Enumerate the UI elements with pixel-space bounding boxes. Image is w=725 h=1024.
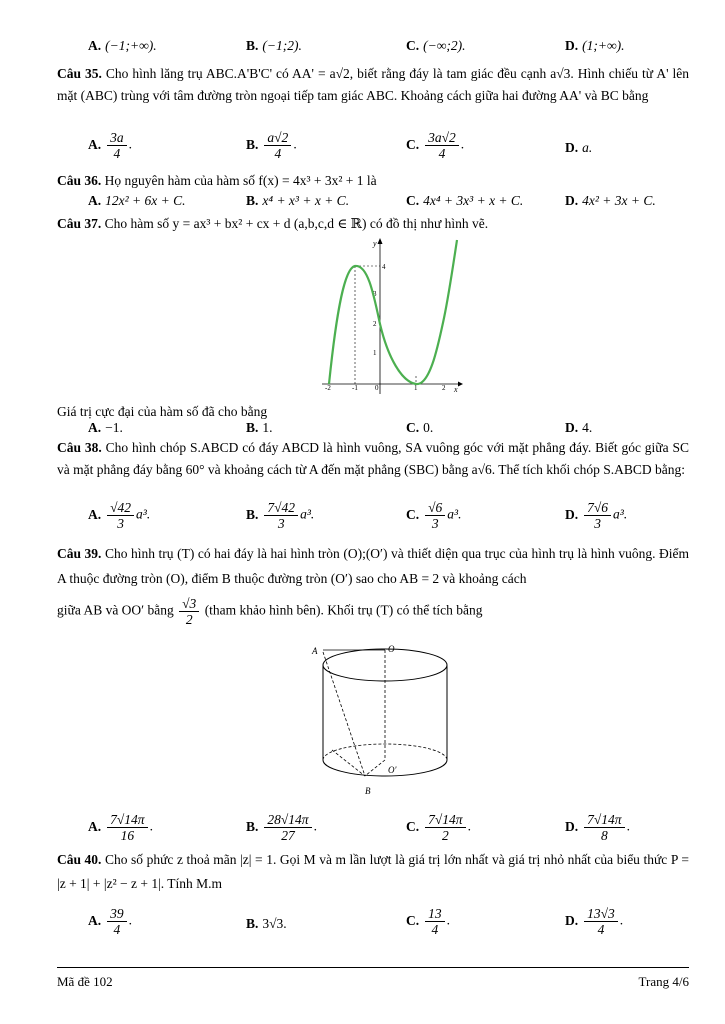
option-letter: A.: [88, 193, 102, 208]
option-text: 0.: [423, 420, 434, 435]
option-letter: D.: [565, 818, 579, 834]
chord: [332, 750, 365, 776]
fraction: $\frac{3a}{4}$: [107, 130, 127, 161]
q39-option-a: A. $\frac{7√14\pi}{16}$ .: [88, 812, 153, 843]
q34-option-a: [88, 38, 157, 54]
tick-label: 2: [442, 384, 446, 392]
q38-option-d: D. $\frac{7√6}{3}$ a³.: [565, 500, 628, 531]
option-letter: D.: [565, 38, 579, 53]
q40-option-a: A. $\frac{39}{4}$ .: [88, 906, 132, 937]
option-letter: C.: [406, 506, 420, 522]
tick-label: -1: [352, 384, 358, 392]
question-label: Câu 36.: [57, 173, 102, 188]
fraction: $\frac{3a√2}{4}$: [425, 130, 459, 161]
tick-label: 2: [373, 320, 377, 328]
q38-option-a: A. $\frac{√42}{3}$ a³.: [88, 500, 151, 531]
fraction: $\frac{7√14\pi}{8}$: [584, 812, 624, 843]
q39-option-c: C. $\frac{7√14\pi}{2}$ .: [406, 812, 471, 843]
bottom-ellipse-front: [323, 760, 447, 776]
question-label: Câu 38.: [57, 440, 102, 455]
option-letter: D.: [565, 420, 579, 435]
option-letter: C.: [406, 912, 420, 928]
option-text: 4x² + 3x + C.: [582, 193, 656, 208]
option-text: x⁴ + x³ + x + C.: [262, 193, 350, 208]
y-label: y: [373, 239, 377, 248]
q40-option-b: [246, 916, 287, 932]
option-letter: D.: [565, 912, 579, 928]
option-letter: A.: [88, 506, 102, 522]
tick-label: 3: [373, 290, 377, 298]
q38-option-c: C. $\frac{√6}{3}$ a³.: [406, 500, 462, 531]
fraction: $\frac{√3}{2}$: [179, 596, 199, 627]
fraction: $\frac{7√14\pi}{16}$: [107, 812, 147, 843]
question-label: Câu 39.: [57, 546, 102, 561]
point-label-oprime: O': [388, 765, 397, 775]
page-number: Trang 4/6: [638, 974, 689, 989]
option-text: (−1;2).: [262, 38, 302, 53]
option-text: 12x² + 6x + C.: [105, 193, 186, 208]
fraction: $\frac{28√14\pi}{27}$: [264, 812, 311, 843]
option-text: (1;+∞).: [582, 38, 625, 53]
q37-option-b: [246, 420, 273, 436]
question-36: [57, 170, 689, 192]
question-label: Câu 35.: [57, 66, 102, 81]
option-text: a.: [582, 140, 593, 155]
question-text: Cho số phức z thoả mãn |z| = 1. Gọi M và m lần lượt là giá trị lớn nhất và giá trị nhỏ nhất của biểu thức P = |z + 1| + |z² − z + 1|. Tính M.m: [57, 852, 690, 891]
tick-label: 1: [414, 384, 418, 392]
point-label-a: A: [312, 646, 318, 656]
y-axis-arrow: [378, 238, 383, 244]
cubic-curve: [329, 240, 457, 384]
option-letter: C.: [406, 420, 420, 435]
option-letter: B.: [246, 38, 259, 53]
q34-option-d: [565, 38, 624, 54]
option-letter: D.: [565, 193, 579, 208]
q37-option-a: [88, 420, 123, 436]
x-label: x: [454, 385, 458, 394]
option-letter: B.: [246, 136, 259, 152]
option-letter: A.: [88, 912, 102, 928]
fraction: $\frac{√42}{3}$: [107, 500, 134, 531]
option-letter: C.: [406, 38, 420, 53]
option-letter: A.: [88, 420, 102, 435]
option-letter: A.: [88, 818, 102, 834]
exam-code: Mã đề 102: [57, 974, 113, 989]
option-letter: B.: [246, 506, 259, 522]
option-letter: B.: [246, 193, 259, 208]
tick-label: 1: [373, 349, 377, 357]
fraction: $\frac{7√14\pi}{2}$: [425, 812, 465, 843]
fraction: $\frac{7√6}{3}$: [584, 500, 611, 531]
q40-option-c: C. $\frac{13}{4}$ .: [406, 906, 450, 937]
q34-option-c: [406, 38, 465, 54]
q38-option-b: B. $\frac{7√42}{3}$ a³.: [246, 500, 315, 531]
q37-option-c: [406, 420, 433, 436]
point-label-o: O: [388, 644, 395, 654]
option-letter: D.: [565, 140, 579, 155]
fraction: $\frac{13}{4}$: [425, 906, 445, 937]
question-text: Họ nguyên hàm của hàm số f(x) = 4x³ + 3x² + 1 là: [104, 173, 377, 188]
option-text: 4x⁴ + 3x³ + x + C.: [423, 193, 524, 208]
question-39: [57, 541, 689, 591]
option-letter: A.: [88, 136, 102, 152]
fraction: $\frac{13√3}{4}$: [584, 906, 618, 937]
q37-option-d: [565, 420, 592, 436]
option-text: 3√3.: [262, 916, 287, 931]
fraction: $\frac{a√2}{4}$: [264, 130, 291, 161]
question-40: [57, 848, 689, 896]
tick-label: 0: [375, 384, 379, 392]
q40-option-d: D. $\frac{13√3}{4}$ .: [565, 906, 624, 937]
option-letter: C.: [406, 136, 420, 152]
q35-option-d: [565, 140, 592, 156]
option-letter: B.: [246, 916, 259, 931]
option-text: (−∞;2).: [423, 38, 466, 53]
cylinder-figure: [310, 640, 460, 800]
option-letter: B.: [246, 420, 259, 435]
option-text: 4.: [582, 420, 593, 435]
q36-option-b: [246, 193, 349, 209]
option-text: (−1;+∞).: [105, 38, 157, 53]
option-letter: D.: [565, 506, 579, 522]
segment-ob: [365, 760, 385, 776]
question-38: [57, 437, 689, 481]
question-text: Cho hình lăng trụ ABC.A'B'C' có AA' = a√2, biết rằng đáy là tam giác đều cạnh a√3. Hình chiếu từ A' lên mặt (ABC) trùng với tâm đường tròn ngoại tiếp tam giác ABC. Khoảng cách giữa hai đường AA' và BC bằng: [57, 66, 690, 103]
fraction: $\frac{39}{4}$: [107, 906, 127, 937]
question-text: Cho hình chóp S.ABCD có đáy ABCD là hình vuông, SA vuông góc với mặt phẳng đáy. Biết góc giữa SC và mặt phẳng đáy bằng 60° và khoảng cách từ A đến mặt phẳng (SBC) bằng a√6. Thể tích khối chóp S.ABCD bằng:: [57, 440, 690, 477]
question-text: Cho hình trụ (T) có hai đáy là hai hình tròn (O);(O′) và thiết diện qua trục của hình trụ là hình vuông. Điểm A thuộc đường tròn (O), điểm B thuộc đường tròn (O′) sao cho AB = 2 và khoảng cách: [57, 546, 690, 586]
option-text: 1.: [262, 420, 273, 435]
q36-option-c: [406, 193, 523, 209]
segment-ab: [323, 652, 365, 776]
q35-option-a: A. $\frac{3a}{4}$ .: [88, 130, 132, 161]
q36-option-a: [88, 193, 186, 209]
option-letter: C.: [406, 193, 420, 208]
tick-label: -2: [325, 384, 331, 392]
q39-option-d: D. $\frac{7√14\pi}{8}$ .: [565, 812, 630, 843]
q39-option-b: B. $\frac{28√14\pi}{27}$ .: [246, 812, 317, 843]
option-letter: B.: [246, 818, 259, 834]
question-label: Câu 40.: [57, 852, 102, 867]
fraction: $\frac{√6}{3}$: [425, 500, 445, 531]
question-label: Câu 37.: [57, 216, 102, 231]
q36-option-d: [565, 193, 656, 209]
option-letter: C.: [406, 818, 420, 834]
question-37: [57, 213, 689, 235]
q37-question: Giá trị cực đại của hàm số đã cho bằng: [57, 404, 268, 419]
option-letter: A.: [88, 38, 102, 53]
cubic-graph: [316, 236, 466, 398]
q35-option-b: B. $\frac{a√2}{4}$ .: [246, 130, 297, 161]
q35-option-c: C. $\frac{3a√2}{4}$ .: [406, 130, 465, 161]
q34-option-b: [246, 38, 302, 54]
option-text: −1.: [105, 420, 123, 435]
q39-line2: giữa AB và OO′ bằng $\frac{√3}{2}$ (tham khảo hình bên). Khối trụ (T) có thể tích bằng: [57, 596, 483, 627]
page-footer: [57, 967, 689, 990]
question-text: Cho hàm số y = ax³ + bx² + cx + d (a,b,c,d ∈ ℝ) có đồ thị như hình vẽ.: [104, 216, 489, 231]
x-axis-arrow: [458, 382, 463, 387]
point-label-b: B: [365, 786, 371, 796]
fraction: $\frac{7√42}{3}$: [264, 500, 298, 531]
question-35: [57, 63, 689, 107]
tick-label: 4: [382, 263, 386, 271]
